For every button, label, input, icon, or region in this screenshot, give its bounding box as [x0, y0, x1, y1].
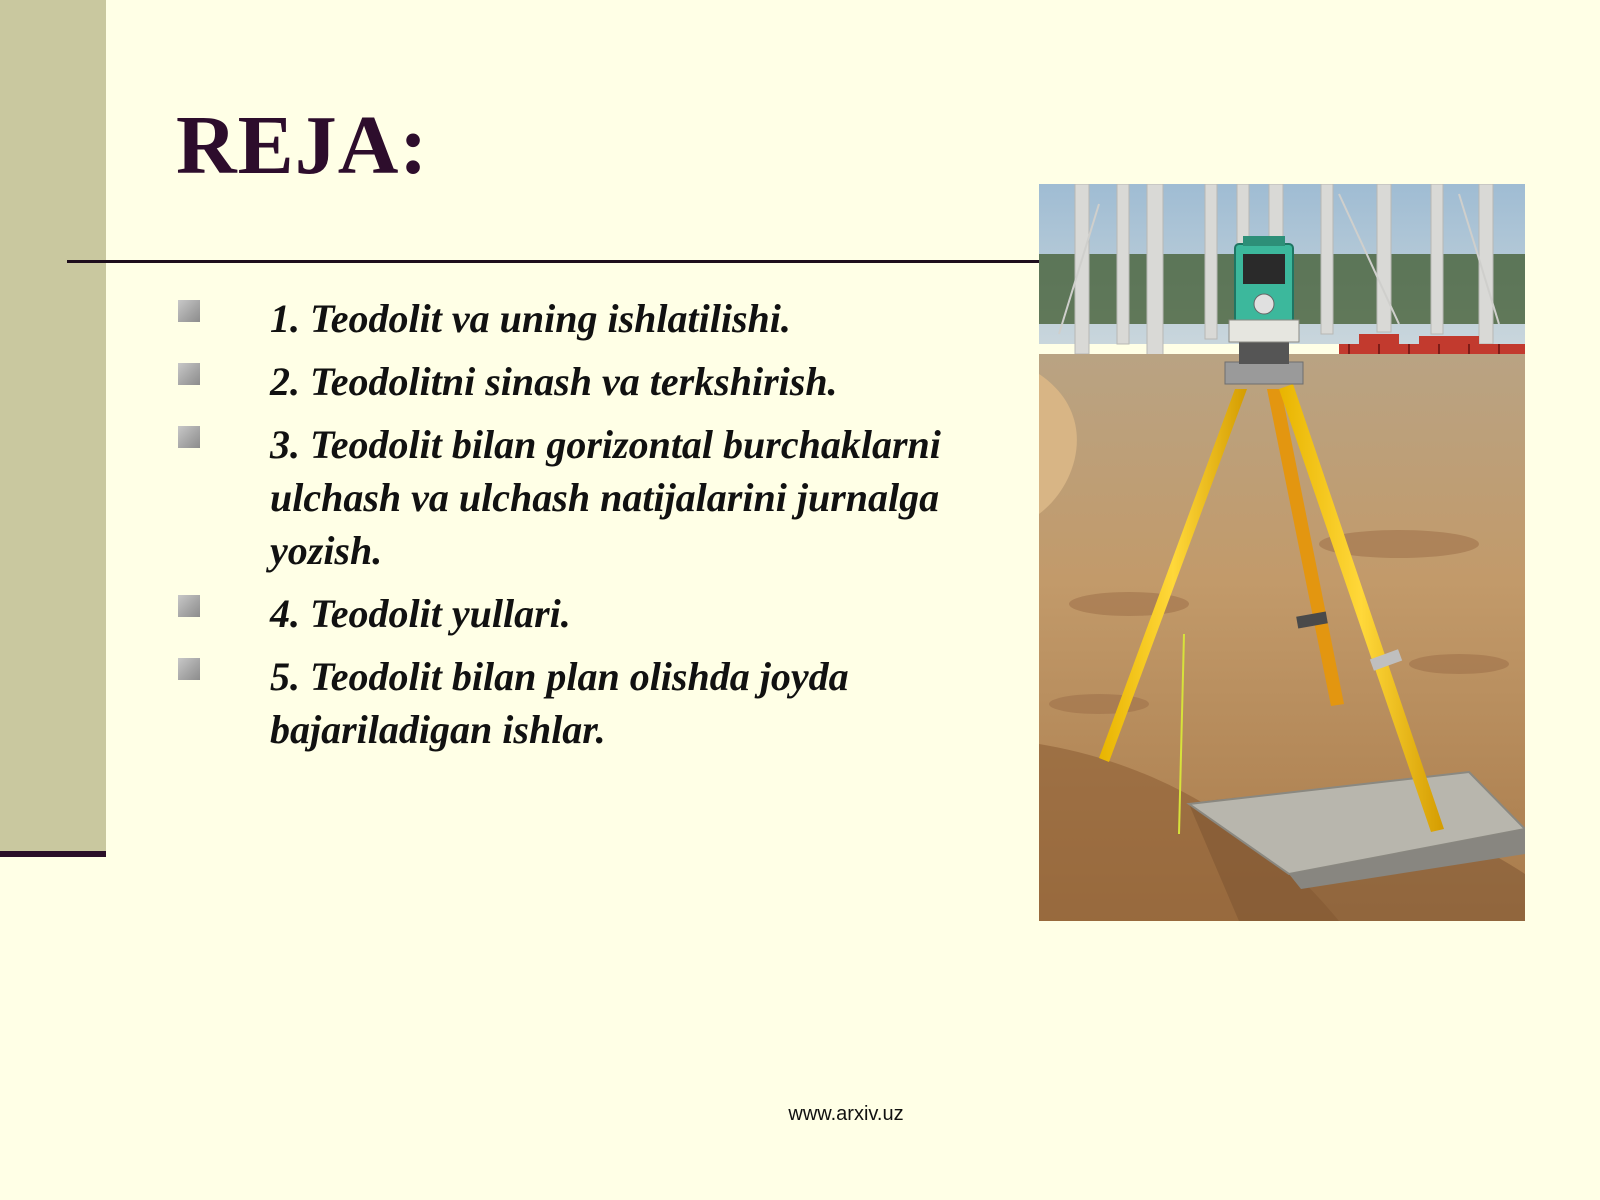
list-item-text: 2. Teodolitni sinash va terkshirish. [270, 359, 838, 404]
theodolite-photo [1039, 184, 1525, 921]
plan-list [178, 292, 958, 766]
list-item [178, 587, 958, 640]
slide-title: REJA: [176, 99, 429, 192]
list-item [178, 418, 958, 577]
list-item-text: 3. Teodolit bilan gorizontal burchaklarni ulchash va ulchash natijalarini jurnalga yozish. [270, 422, 941, 573]
square-bullet-icon [178, 658, 200, 680]
list-item [178, 650, 958, 756]
list-item [178, 292, 958, 345]
left-accent-band [0, 0, 106, 851]
square-bullet-icon [178, 595, 200, 617]
square-bullet-icon [178, 363, 200, 385]
list-item-text: 5. Teodolit bilan plan olishda joyda bajariladigan ishlar. [270, 654, 849, 752]
list-item-text: 1. Teodolit va uning ishlatilishi. [270, 296, 791, 341]
list-item-text: 4. Teodolit yullari. [270, 591, 571, 636]
square-bullet-icon [178, 300, 200, 322]
left-accent-band-base [0, 851, 106, 857]
footer-url: www.arxiv.uz [788, 1103, 904, 1125]
title-divider [67, 260, 1039, 263]
list-item [178, 355, 958, 408]
square-bullet-icon [178, 426, 200, 448]
